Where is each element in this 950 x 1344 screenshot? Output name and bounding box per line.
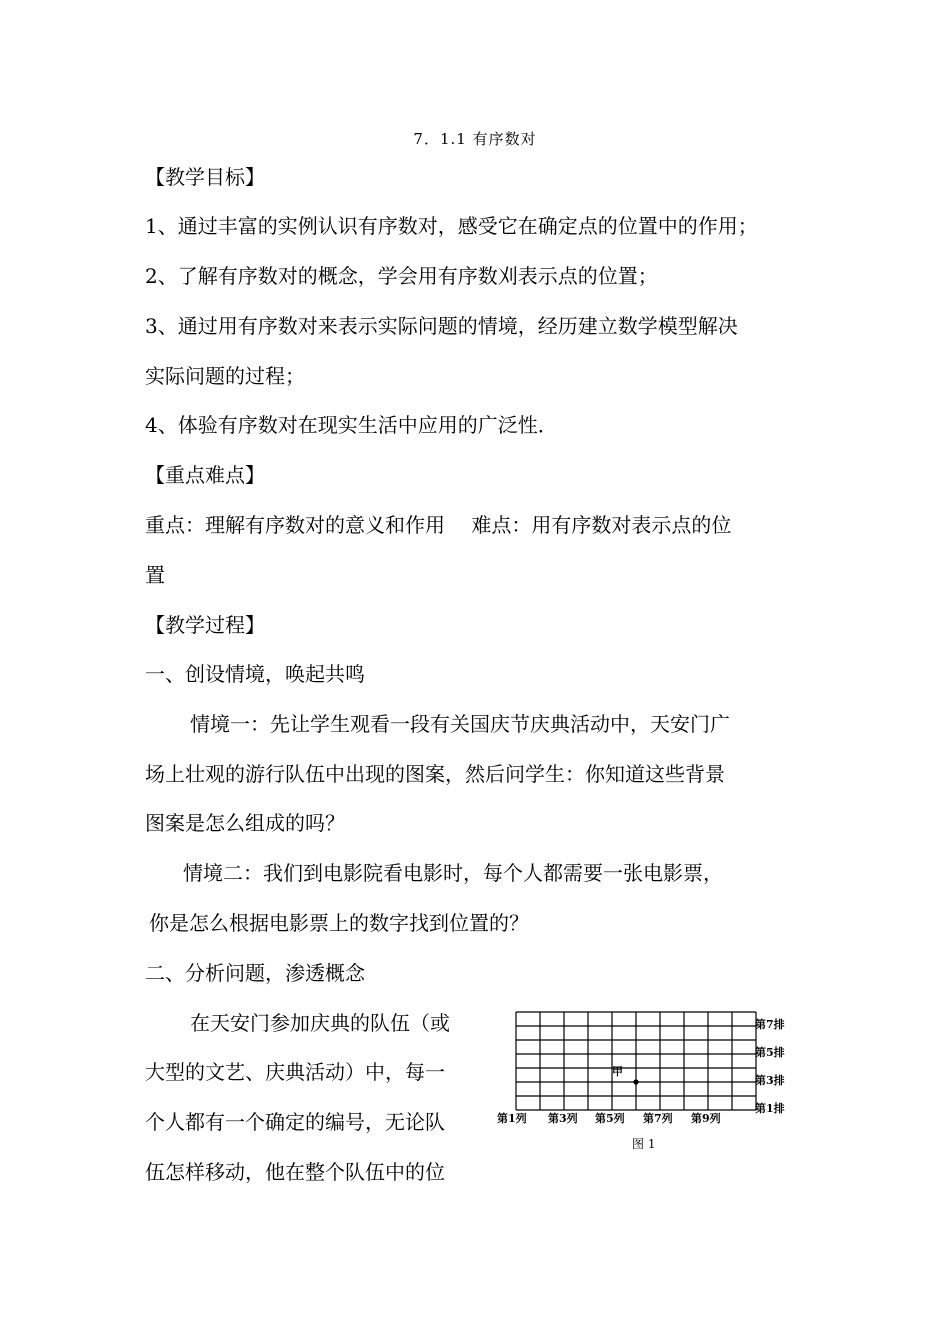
goal-line: 3、通过用有序数对来表示实际问题的情境，经历建立数学模型解决 xyxy=(145,314,738,338)
col-label: 第7列 xyxy=(643,1112,673,1125)
paragraph-line: 在天安门参加庆典的队伍（或 xyxy=(190,1011,450,1035)
page-title: 7．1.1 有序数对 xyxy=(413,130,537,148)
scene1-line: 情境一：先让学生观看一段有关国庆节庆典活动中，天安门广 xyxy=(190,712,730,736)
paragraph-line: 个人都有一个确定的编号，无论队 xyxy=(145,1110,445,1134)
scene1-line: 场上壮观的游行队伍中出现的图案，然后问学生：你知道这些背景 xyxy=(145,762,725,786)
col-label: 第1列 xyxy=(497,1112,527,1125)
scene2-line: 你是怎么根据电影票上的数字找到位置的？ xyxy=(149,911,529,935)
col-label: 第9列 xyxy=(691,1112,721,1125)
col-label: 第5列 xyxy=(595,1112,625,1125)
key-heading: 【重点难点】 xyxy=(145,463,265,487)
key-line: 置 xyxy=(145,563,165,587)
row-label: 第7排 xyxy=(755,1018,785,1031)
seat-grid-figure xyxy=(492,1006,802,1166)
point-marker xyxy=(633,1079,638,1084)
row-label: 第3排 xyxy=(755,1074,785,1087)
point-label: 甲 xyxy=(612,1065,623,1078)
grid-lines xyxy=(516,1012,756,1110)
key-line: 重点：理解有序数对的意义和作用 难点：用有序数对表示点的位 xyxy=(145,513,732,537)
goal-line: 2、了解有序数对的概念，学会用有序数刈表示点的位置； xyxy=(145,264,658,288)
section-heading: 一、创设情境，唤起共鸣 xyxy=(145,662,365,686)
section-heading: 二、分析问题，渗透概念 xyxy=(145,961,365,985)
goal-line: 实际问题的过程； xyxy=(145,364,305,388)
row-label: 第5排 xyxy=(755,1046,785,1059)
paragraph-line: 伍怎样移动，他在整个队伍中的位 xyxy=(145,1160,445,1184)
figure-caption: 图 1 xyxy=(632,1137,656,1151)
process-heading: 【教学过程】 xyxy=(145,613,265,637)
grid-svg xyxy=(492,1006,802,1166)
goals-heading: 【教学目标】 xyxy=(145,165,265,189)
goal-line: 4、体验有序数对在现实生活中应用的广泛性． xyxy=(145,413,558,437)
scene1-line: 图案是怎么组成的吗？ xyxy=(145,811,345,835)
col-label: 第3列 xyxy=(548,1112,578,1125)
row-label: 第1排 xyxy=(755,1102,785,1115)
scene2-line: 情境二：我们到电影院看电影时，每个人都需要一张电影票， xyxy=(183,861,723,885)
goal-line: 1、通过丰富的实例认识有序数对，感受它在确定点的位置中的作用； xyxy=(145,214,758,238)
paragraph-line: 大型的文艺、庆典活动）中，每一 xyxy=(145,1060,445,1084)
